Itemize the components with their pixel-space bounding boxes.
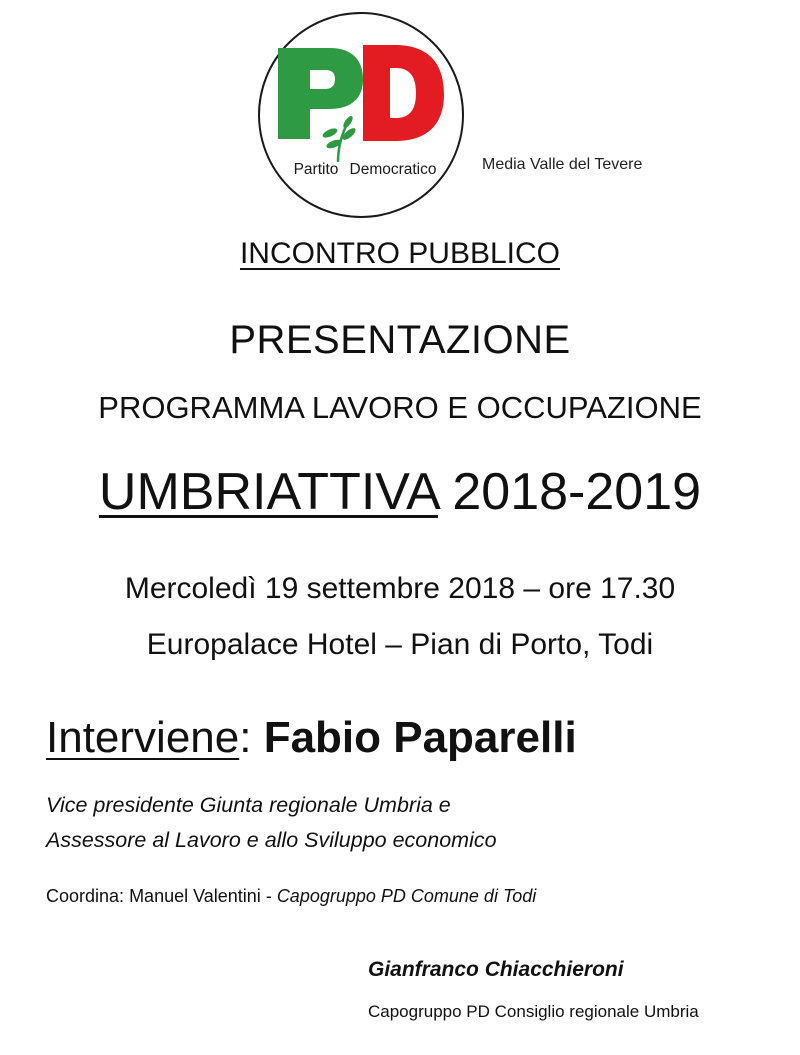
event-date-time: Mercoledì 19 settembre 2018 – ore 17.30 bbox=[124, 572, 676, 605]
program-years: 2018-2019 bbox=[452, 463, 702, 521]
speaker-name: Fabio Paparelli bbox=[263, 713, 577, 762]
event-headline: PRESENTAZIONE bbox=[229, 318, 571, 362]
speaker-role-line-1: Vice presidente Giunta regionale Umbria e bbox=[46, 793, 451, 817]
event-venue: Europalace Hotel – Pian di Porto, Todi bbox=[146, 628, 654, 661]
speaker-label: Interviene bbox=[46, 713, 240, 762]
speaker-role-line-2: Assessore al Lavoro e allo Sviluppo economico bbox=[46, 828, 497, 852]
pd-logo bbox=[250, 12, 472, 218]
moderator-role: Capogruppo PD Comune di Todi bbox=[276, 886, 537, 906]
program-title bbox=[0, 462, 800, 522]
logo-caption-left: Partito bbox=[293, 161, 339, 178]
event-kind bbox=[0, 237, 800, 271]
signature-name: Gianfranco Chiacchieroni bbox=[368, 958, 624, 981]
moderator-line: Coordina: Manuel Valentini - Capogruppo PD Comune di Todi bbox=[46, 886, 537, 906]
program-name: UMBRIATTIVA bbox=[98, 463, 438, 521]
event-subtitle: PROGRAMMA LAVORO E OCCUPAZIONE bbox=[98, 390, 702, 425]
moderator-prefix: Coordina: bbox=[46, 886, 130, 906]
logo-caption-right: Democratico bbox=[349, 161, 437, 178]
event-kind-text: INCONTRO PUBBLICO bbox=[239, 237, 561, 270]
moderator-name: Manuel Valentini bbox=[129, 886, 261, 906]
speaker-line: Interviene: Fabio Paparelli bbox=[46, 713, 577, 762]
section-name: Media Valle del Tevere bbox=[482, 156, 643, 173]
signature-role: Capogruppo PD Consiglio regionale Umbria bbox=[368, 1002, 699, 1021]
